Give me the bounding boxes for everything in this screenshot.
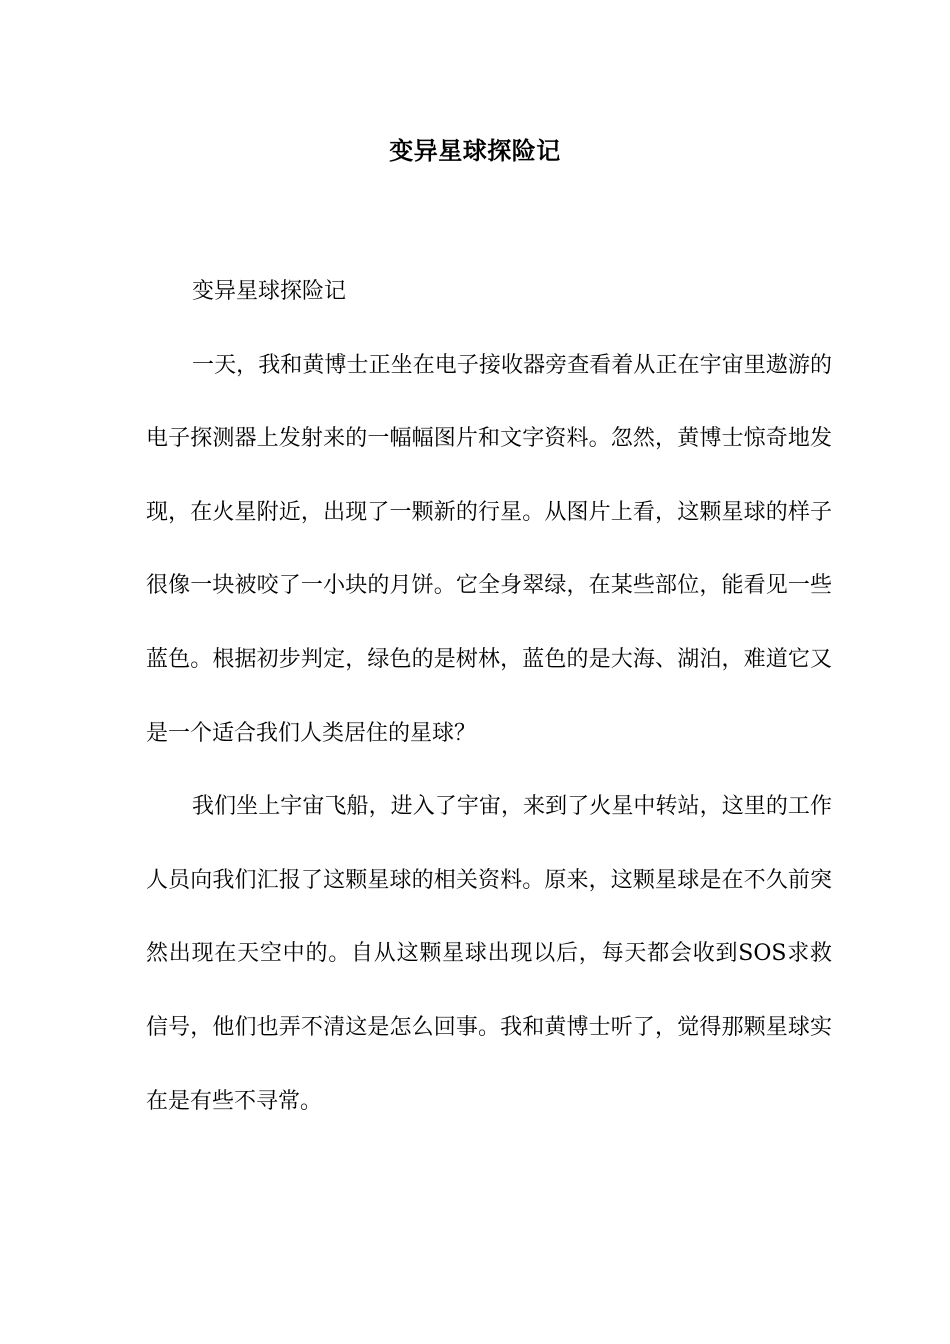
paragraph-subtitle: 变异星球探险记 — [192, 279, 347, 304]
paragraph-2: 我们坐上宇宙飞船，进入了宇宙，来到了火星中转站，这里的工作人员向我们汇报了这颗星球的相关资料。原来，这颗星球是在不久前突然出现在天空中的。自从这颗星球出现以后，每天都会收到SOS求救信号，他们也弄不清这是怎么回事。我和黄博士听了，觉得那颗星球实在是有些不寻常。 — [146, 794, 832, 1114]
document-title: 变异星球探险记 — [389, 136, 561, 165]
paragraph-1: 一天，我和黄博士正坐在电子接收器旁查看着从正在宇宙里遨游的电子探测器上发射来的一幅幅图片和文字资料。忽然，黄博士惊奇地发现，在火星附近，出现了一颗新的行星。从图片上看，这颗星球的样子很像一块被咬了一小块的月饼。它全身翠绿，在某些部位，能看见一些蓝色。根据初步判定，绿色的是树林，蓝色的是大海、湖泊，难道它又是一个适合我们人类居住的星球？ — [146, 352, 832, 746]
document-body — [146, 255, 832, 1138]
